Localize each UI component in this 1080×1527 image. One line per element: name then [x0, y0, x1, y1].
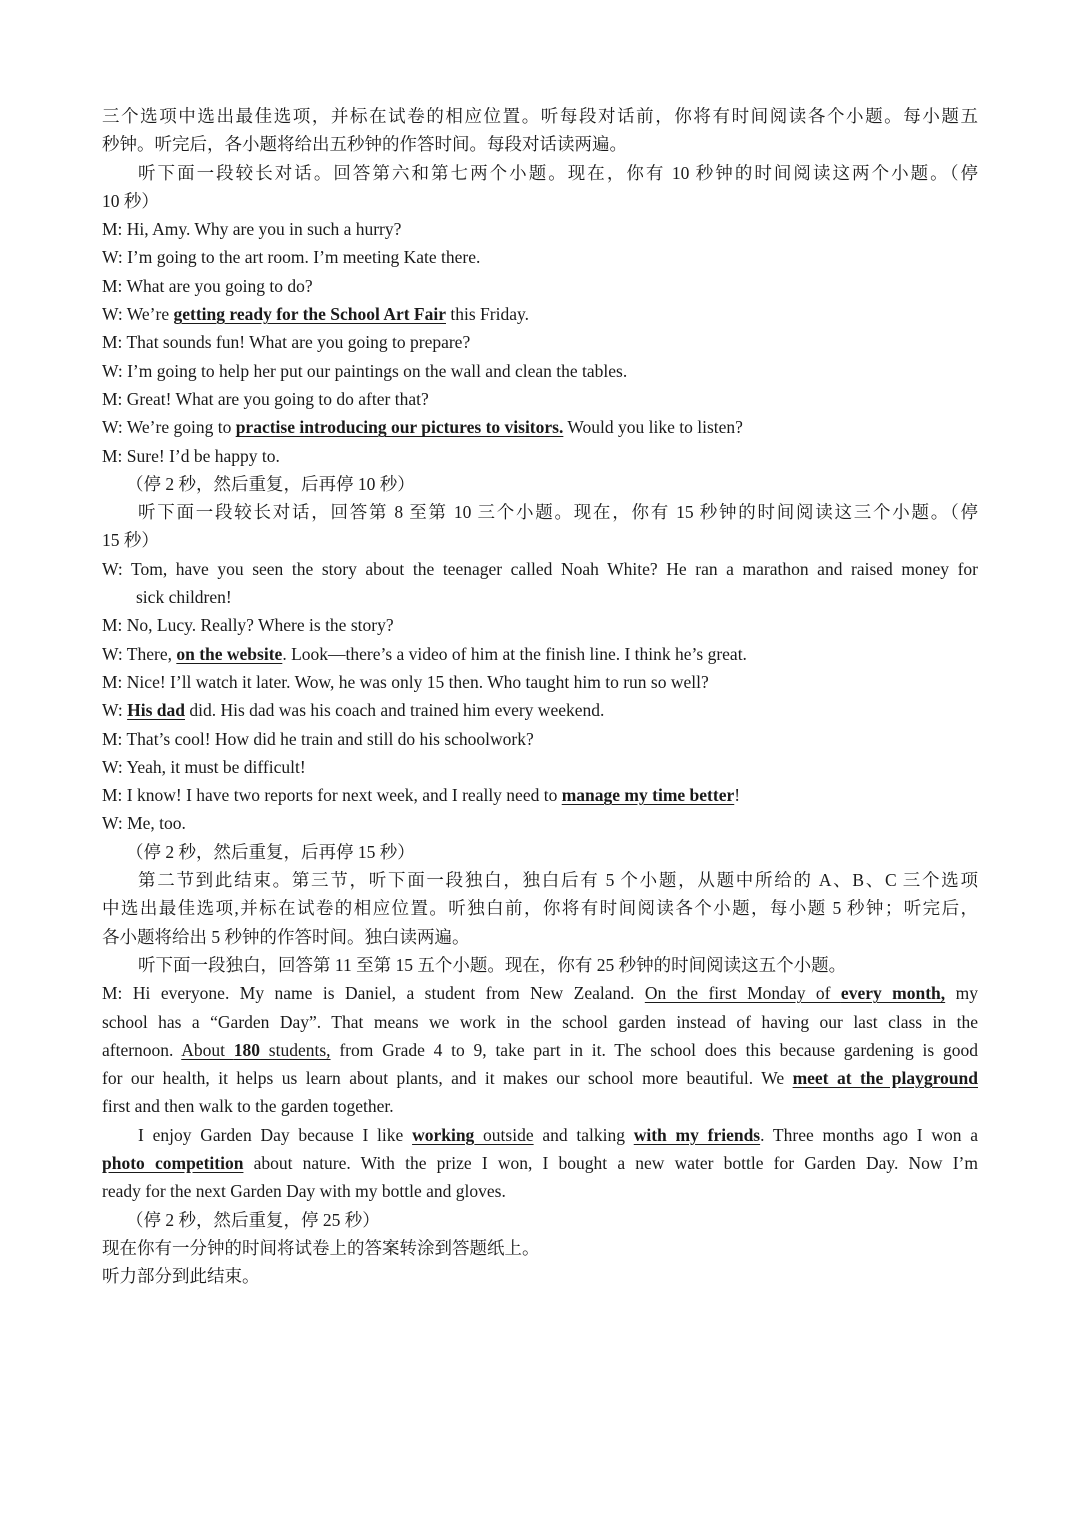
text-line: [102, 696, 978, 724]
emphasized-text: His dad: [127, 700, 185, 721]
text-line: [102, 555, 978, 583]
text-line: [102, 640, 978, 668]
text-segment: sick children!: [136, 587, 232, 608]
text-line: [102, 1234, 978, 1262]
text-line: [102, 130, 978, 158]
text-segment: 听下面一段较长对话，回答第 8 至第 10 三个小题。现在，你有 15 秒钟的时间阅读这三个小题。（停: [138, 502, 978, 523]
text-segment: M: No, Lucy. Really? Where is the story?: [102, 615, 394, 636]
text-segment: W:: [102, 700, 128, 721]
text-line: [102, 668, 978, 696]
text-segment: first and then walk to the garden together.: [102, 1096, 394, 1117]
emphasized-text: students,: [260, 1039, 331, 1060]
text-segment: . Look—there’s a video of him at the finish line. I think he’s great.: [282, 643, 747, 664]
text-segment: 各小题将给出 5 秒钟的作答时间。独白读两遍。: [102, 926, 470, 947]
text-segment: school has a “Garden Day”. That means we work in the school garden instead of having our last class in the: [102, 1011, 978, 1032]
text-line: [102, 1008, 978, 1036]
text-segment: W: We’re going to: [102, 417, 236, 438]
text-segment: about nature. With the prize I won, I bought a new water bottle for Garden Day. Now I’m: [243, 1152, 978, 1173]
text-line: [102, 781, 978, 809]
text-line: [102, 102, 978, 130]
text-segment: M: Hi, Amy. Why are you in such a hurry?: [102, 219, 402, 240]
text-segment: for our health, it helps us learn about plants, and it makes our school more beautiful. We: [102, 1068, 793, 1089]
emphasized-text: with my friends: [633, 1124, 761, 1145]
text-segment: 第二节到此结束。第三节，听下面一段独白，独白后有 5 个小题，从题中所给的 A、B、C 三个选项: [138, 870, 978, 891]
emphasized-text: getting ready for the School Art Fair: [173, 304, 446, 325]
text-line: [102, 357, 978, 385]
text-segment: I enjoy Garden Day because I like: [138, 1124, 413, 1145]
text-line: [102, 951, 978, 979]
document-page: [102, 102, 978, 1290]
text-line: [102, 809, 978, 837]
text-line: [102, 1121, 978, 1149]
emphasized-text: practise introducing our pictures to visitors.: [235, 417, 564, 438]
text-segment: 听力部分到此结束。: [102, 1266, 260, 1287]
text-segment: W: I’m going to the art room. I’m meeting Kate there.: [102, 247, 481, 268]
text-line: [102, 526, 978, 554]
text-segment: 秒钟。听完后，各小题将给出五秒钟的作答时间。每段对话读两遍。: [102, 134, 627, 155]
text-line: [102, 838, 978, 866]
text-line: [102, 583, 978, 611]
text-line: [102, 1177, 978, 1205]
text-line: [102, 1036, 978, 1064]
text-line: [102, 159, 978, 187]
text-segment: （停 2 秒，然后重复，停 25 秒）: [126, 1209, 380, 1230]
text-line: [102, 243, 978, 271]
text-segment: Would you like to listen?: [563, 417, 743, 438]
text-line: [102, 1092, 978, 1120]
text-line: [102, 215, 978, 243]
text-line: [102, 187, 978, 215]
emphasized-text: photo competition: [102, 1152, 244, 1173]
text-line: [102, 470, 978, 498]
text-segment: 10 秒）: [102, 190, 159, 211]
text-line: [102, 272, 978, 300]
text-segment: 听下面一段独白，回答第 11 至第 15 五个小题。现在，你有 25 秒钟的时间阅读这五个小题。: [138, 954, 847, 975]
text-segment: M: That sounds fun! What are you going to prepare?: [102, 332, 471, 353]
text-segment: 15 秒）: [102, 530, 159, 551]
text-segment: W: I’m going to help her put our paintings on the wall and clean the tables.: [102, 360, 628, 381]
emphasized-text: every month,: [840, 983, 946, 1004]
text-line: [102, 1064, 978, 1092]
text-line: [102, 328, 978, 356]
text-segment: W: There,: [102, 643, 177, 664]
text-line: [102, 753, 978, 781]
emphasized-text: outside: [474, 1124, 534, 1145]
text-segment: （停 2 秒，然后重复，后再停 15 秒）: [126, 841, 415, 862]
text-segment: 三个选项中选出最佳选项，并标在试卷的相应位置。听每段对话前，你将有时间阅读各个小题。每小题五: [102, 106, 978, 126]
text-line: [102, 894, 978, 922]
emphasized-text: About: [181, 1039, 234, 1060]
emphasized-text: on the website: [176, 643, 283, 664]
emphasized-text: On the first Monday of: [644, 983, 841, 1004]
text-segment: from Grade 4 to 9, take part in it. The school does this because gardening is good: [330, 1039, 978, 1060]
text-line: [102, 979, 978, 1007]
emphasized-text: working: [412, 1124, 475, 1145]
text-line: [102, 498, 978, 526]
text-segment: M: Great! What are you going to do after that?: [102, 388, 429, 409]
text-segment: and talking: [533, 1124, 634, 1145]
emphasized-text: manage my time better: [561, 785, 735, 806]
text-line: [102, 866, 978, 894]
text-line: [102, 1206, 978, 1234]
text-line: [102, 1262, 978, 1290]
text-segment: 听下面一段较长对话。回答第六和第七两个小题。现在，你有 10 秒钟的时间阅读这两个小题。（停: [138, 162, 978, 183]
text-segment: 现在你有一分钟的时间将试卷上的答案转涂到答题纸上。: [102, 1237, 540, 1258]
text-segment: W: Tom, have you seen the story about the teenager called Noah White? He ran a marathon and raised money for: [102, 558, 978, 579]
emphasized-text: 180: [233, 1039, 261, 1060]
text-segment: ready for the next Garden Day with my bottle and gloves.: [102, 1181, 506, 1202]
text-segment: 中选出最佳选项,并标在试卷的相应位置。听独白前，你将有时间阅读各个小题，每小题 5 秒钟；听完后，: [102, 898, 978, 919]
text-segment: W: Yeah, it must be difficult!: [102, 756, 306, 777]
text-segment: M: That’s cool! How did he train and still do his schoolwork?: [102, 728, 534, 749]
text-segment: （停 2 秒，然后重复，后再停 10 秒）: [126, 473, 415, 494]
emphasized-text: meet at the playground: [792, 1068, 978, 1089]
text-segment: M: Hi everyone. My name is Daniel, a student from New Zealand.: [102, 983, 645, 1004]
text-segment: afternoon.: [102, 1039, 182, 1060]
text-segment: W: We’re: [102, 304, 174, 325]
text-line: [102, 725, 978, 753]
text-line: [102, 923, 978, 951]
text-line: [102, 413, 978, 441]
text-line: [102, 442, 978, 470]
text-segment: . Three months ago I won a: [760, 1124, 979, 1145]
text-line: [102, 300, 978, 328]
text-segment: M: What are you going to do?: [102, 275, 313, 296]
text-line: [102, 1149, 978, 1177]
text-segment: M: I know! I have two reports for next week, and I really need to: [102, 785, 562, 806]
text-segment: W: Me, too.: [102, 813, 186, 834]
text-segment: did. His dad was his coach and trained him every weekend.: [184, 700, 605, 721]
text-segment: my: [945, 983, 978, 1004]
text-segment: this Friday.: [446, 304, 529, 325]
text-segment: M: Nice! I’ll watch it later. Wow, he was only 15 then. Who taught him to run so well?: [102, 671, 709, 692]
text-line: [102, 385, 978, 413]
text-segment: M: Sure! I’d be happy to.: [102, 445, 280, 466]
text-line: [102, 611, 978, 639]
text-segment: !: [734, 785, 741, 806]
